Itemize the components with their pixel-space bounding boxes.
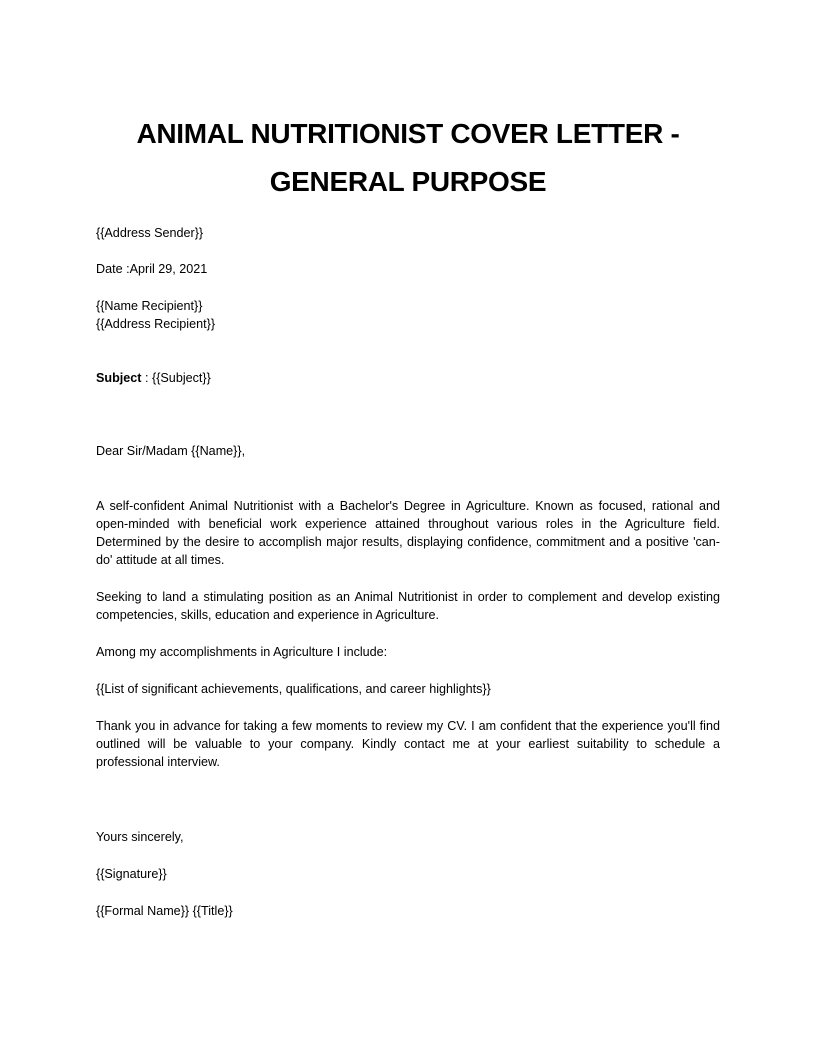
paragraph-closing: Thank you in advance for taking a few moments to review my CV. I am confident that the experience you'll find outlined will be valuable to your company. Kindly contact me at your earliest suitability to schedule a professional interview.: [96, 719, 720, 769]
address-recipient: {{Address Recipient}}: [96, 317, 216, 331]
document-title: [96, 110, 720, 206]
address-sender: {{Address Sender}}: [96, 226, 204, 240]
name-recipient: {{Name Recipient}}: [96, 299, 203, 313]
subject-line: [96, 369, 720, 387]
formal-name: {{Formal Name}} {{Title}}: [96, 904, 233, 918]
signature: {{Signature}}: [96, 867, 167, 881]
salutation: Dear Sir/Madam {{Name}},: [96, 444, 246, 458]
paragraph-accomplishments-intro: Among my accomplishments in Agriculture I include:: [96, 645, 388, 659]
subject-value: : {{Subject}}: [141, 371, 211, 385]
paragraph-intro: A self-confident Animal Nutritionist with a Bachelor's Degree in Agriculture. Known as focused, rational and open-minded with beneficial work experience attained throughout various roles in the Agriculture field. Determined by the desire to accomplish major results, displaying confidence, commitment and a positive 'can-do' attitude at all times.: [96, 499, 720, 567]
subject-label: Subject: [96, 371, 142, 385]
title-line-2: GENERAL PURPOSE: [269, 166, 547, 197]
title-line-1: ANIMAL NUTRITIONIST COVER LETTER -: [136, 118, 680, 149]
paragraph-achievements-placeholder: {{List of significant achievements, qualifications, and career highlights}}: [96, 682, 491, 696]
sign-off: Yours sincerely,: [96, 830, 184, 844]
letter-date: Date :April 29, 2021: [96, 262, 208, 276]
paragraph-objective: Seeking to land a stimulating position as an Animal Nutritionist in order to complement and develop existing competencies, skills, education and experience in Agriculture.: [96, 590, 720, 622]
